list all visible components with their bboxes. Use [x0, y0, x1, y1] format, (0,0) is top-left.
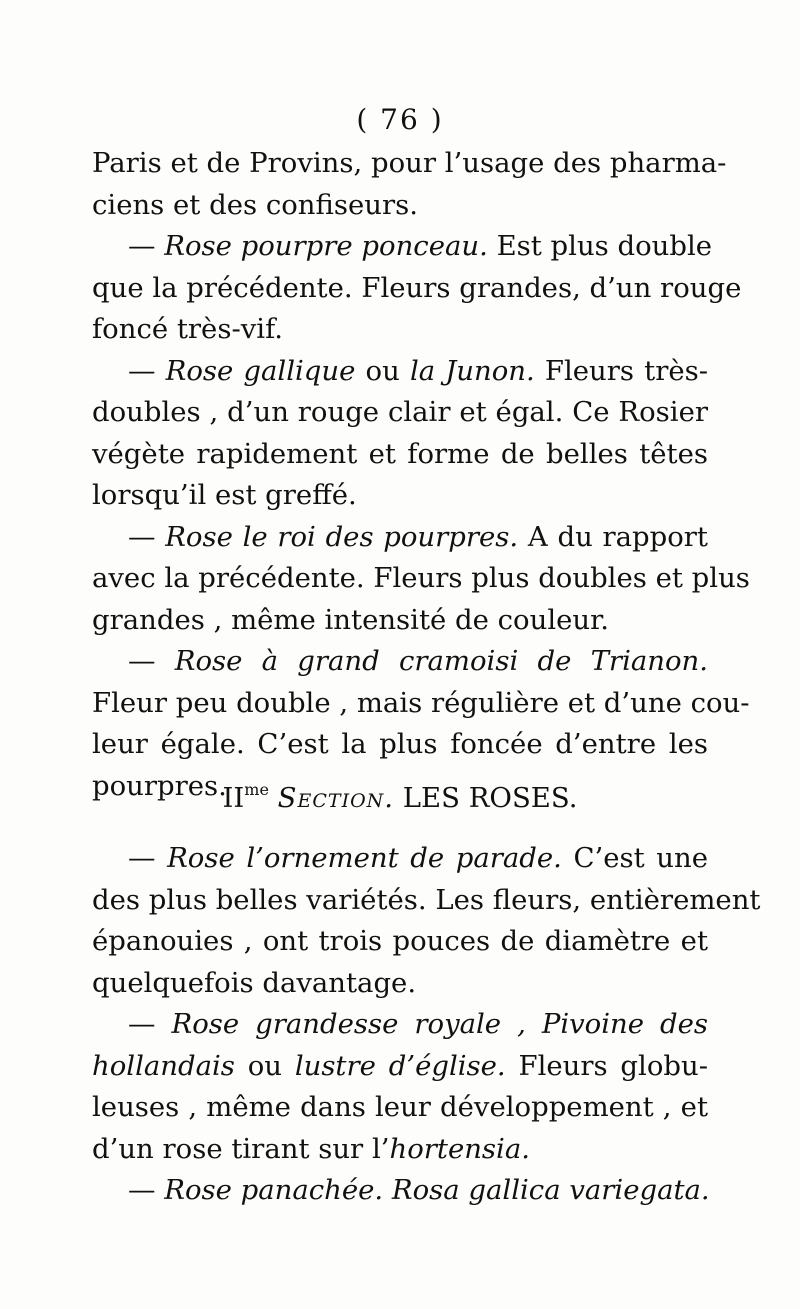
paragraph-line: leuses , même dans leur développement , et [92, 1091, 708, 1123]
rose-name: Rose grandesse royale , [171, 1008, 526, 1040]
line-text: Fleurs globu- [518, 1049, 708, 1082]
paragraph-line [92, 838, 708, 880]
paragraph-line: foncé très-vif. [92, 313, 284, 345]
rose-name: Rose panachée. [164, 1174, 384, 1206]
rose-name: lustre d’église. [294, 1049, 506, 1082]
paragraph-line: pourpres. [92, 769, 227, 802]
paragraph-line [92, 351, 708, 393]
paragraph-line [92, 1004, 708, 1046]
rose-name: Pivoine des [541, 1008, 708, 1040]
rose-name: Rose à grand cramoisi de Trianon. [174, 645, 708, 677]
dash: — [128, 1174, 156, 1206]
rose-name: Rose gallique [165, 354, 356, 387]
section-word: Section. [277, 782, 395, 814]
paragraph-line: ciens et des confiseurs. [92, 188, 418, 221]
dash: — [128, 1008, 156, 1040]
rose-name: hollandais [92, 1049, 235, 1082]
paragraph-line: lorsqu’il est greffé. [92, 479, 357, 511]
paragraph-line: doubles , d’un rouge clair et égal. Ce Rosier [92, 396, 708, 428]
paragraph-line: que la précédente. Fleurs grandes, d’un rouge [92, 271, 742, 304]
rose-name: hortensia. [389, 1132, 530, 1165]
line-text: ou [365, 354, 400, 387]
paragraph-line: Fleur peu double , mais régulière et d’une cou- [92, 686, 750, 719]
section-numeral-sup: me [244, 780, 269, 799]
section-title: LES ROSES. [402, 782, 578, 814]
dash: — [128, 842, 156, 874]
rose-name: Rose pourpre ponceau. [164, 230, 488, 262]
line-text: d’un rose tirant sur l’ [92, 1132, 390, 1165]
dash: — [128, 230, 156, 262]
paragraph-line [92, 517, 708, 559]
text-block-bottom [92, 838, 761, 1212]
line-text: A du rapport [527, 520, 708, 553]
paragraph-line: avec la précédente. Fleurs plus doubles et plus [92, 562, 750, 594]
paragraph-line [92, 226, 713, 268]
line-text: C’est une [573, 842, 708, 874]
paragraph-line: des plus belles variétés. Les fleurs, entièrement [92, 883, 761, 916]
paragraph-line: quelquefois davantage. [92, 966, 417, 999]
line-text: Fleurs très- [544, 354, 709, 387]
rose-name: Rose l’ornement de parade. [167, 842, 562, 874]
dash: — [128, 520, 156, 553]
paragraph-line [92, 641, 708, 683]
paragraph-line: leur égale. C’est la plus foncée d’entre les [92, 728, 708, 760]
dash: — [128, 645, 156, 677]
rose-name: la Junon. [409, 354, 535, 387]
text-block-top [92, 143, 750, 807]
paragraph-line [92, 1170, 708, 1212]
paragraph-line [92, 1046, 708, 1088]
paragraph-line: épanouies , ont trois pouces de diamètre et [92, 925, 708, 957]
line-text: Est plus double [496, 230, 713, 262]
rose-name: Rose le roi des pourpres. [165, 520, 519, 553]
paragraph-line: Paris et de Provins, pour l’usage des pharma- [92, 147, 727, 179]
paragraph-line: grandes , même intensité de couleur. [92, 603, 609, 636]
dash: — [128, 354, 156, 387]
line-text: ou [247, 1049, 282, 1082]
section-heading [0, 770, 800, 818]
rose-name: Rosa gallica variegata. [391, 1174, 710, 1206]
section-numeral: II [222, 782, 245, 814]
paragraph-line: végète rapidement et forme de belles têtes [92, 437, 708, 470]
paragraph-line [92, 1129, 708, 1171]
page-number: ( 76 ) [356, 103, 444, 136]
